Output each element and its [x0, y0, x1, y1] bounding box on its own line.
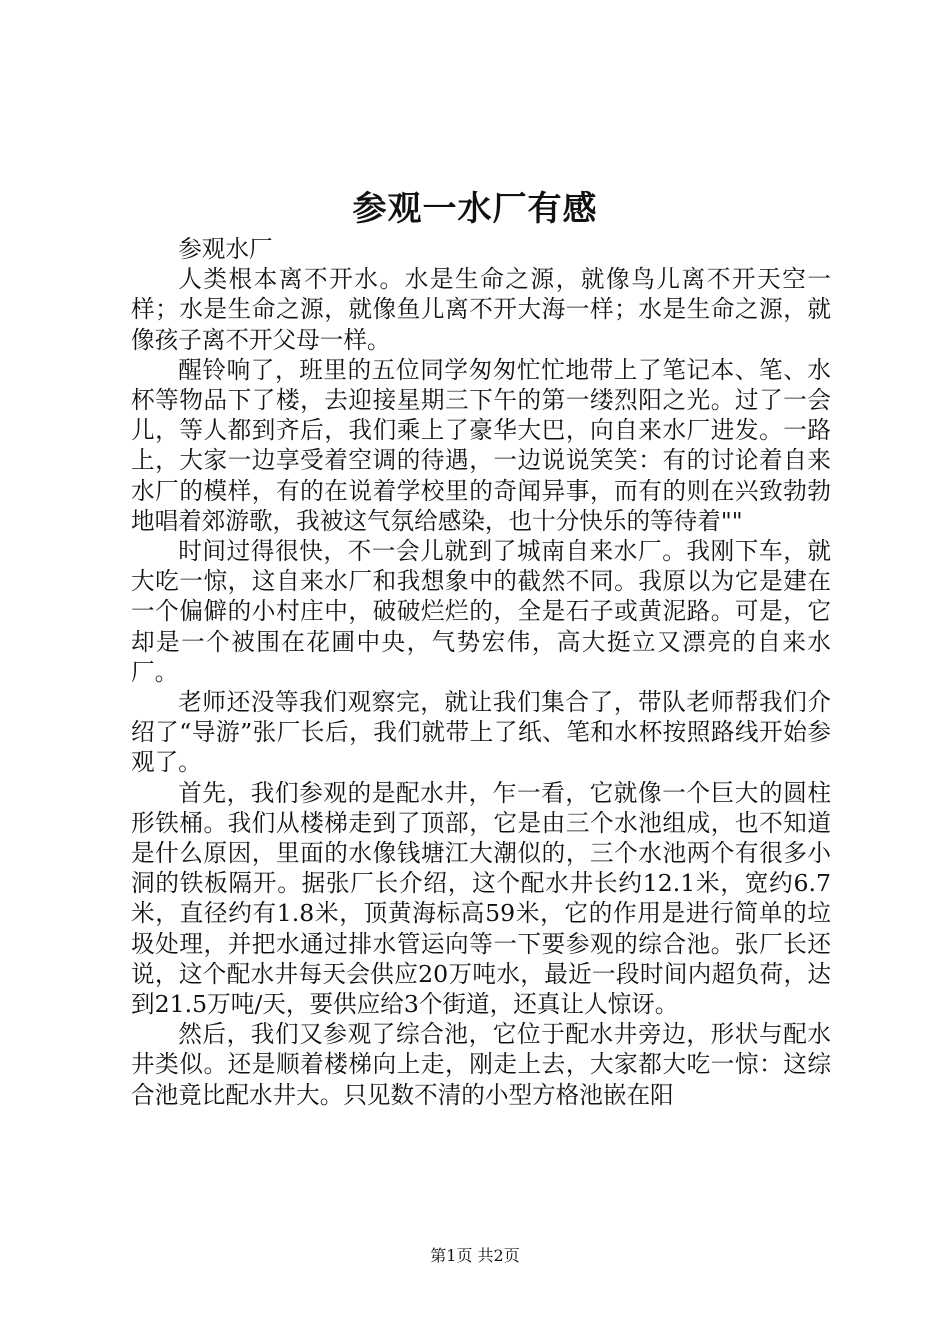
- paragraph: 时间过得很快，不一会儿就到了城南自来水厂。我刚下车，就大吃一惊，这自来水厂和我想象中的截然不同。我原以为它是建在一个偏僻的小村庄中，破破烂烂的，全是石子或黄泥路。可是，它却是一个被围在花圃中央，气势宏伟，高大挺立又漂亮的自来水厂。: [131, 537, 831, 686]
- paragraph: 首先，我们参观的是配水井，乍一看，它就像一个巨大的圆柱形铁桶。我们从楼梯走到了顶部，它是由三个水池组成，也不知道是什么原因，里面的水像钱塘江大潮似的，三个水池两个有很多小洞的铁板隔开。据张厂长介绍，这个配水井长约12.1米，宽约6.7米，直径约有1.8米，顶黄海标高59米，它的作用是进行简单的垃圾处理，并把水通过排水管运向等一下要参观的综合池。张厂长还说，这个配水井每天会供应20万吨水，最近一段时间内超负荷，达到21.5万吨/天，要供应给3个街道，还真让人惊讶。: [131, 778, 831, 1019]
- paragraph: 人类根本离不开水。水是生命之源，就像鸟儿离不开天空一样；水是生命之源，就像鱼儿离不开大海一样；水是生命之源，就像孩子离不开父母一样。: [131, 265, 831, 354]
- document-body: [131, 234, 831, 1110]
- paragraph: 醒铃响了，班里的五位同学匆匆忙忙地带上了笔记本、笔、水杯等物品下了楼，去迎接星期三下午的第一缕烈阳之光。过了一会儿，等人都到齐后，我们乘上了豪华大巴，向自来水厂进发。一路上，大家一边享受着空调的待遇，一边说说笑笑：有的讨论着自来水厂的模样，有的在说着学校里的奇闻异事，而有的则在兴致勃勃地唱着郊游歌，我被这气氛给感染，也十分快乐的等待着"": [131, 355, 831, 535]
- paragraph: 然后，我们又参观了综合池，它位于配水井旁边，形状与配水井类似。还是顺着楼梯向上走，刚走上去，大家都大吃一惊：这综合池竟比配水井大。只见数不清的小型方格池嵌在阳: [131, 1020, 831, 1109]
- document-title: 参观一水厂有感: [352, 189, 598, 229]
- paragraph: 参观水厂: [178, 235, 273, 263]
- paragraph: 老师还没等我们观察完，就让我们集合了，带队老师帮我们介绍了“导游”张厂长后，我们就带上了纸、笔和水杯按照路线开始参观了。: [131, 688, 831, 777]
- page-footer: 第1页 共2页: [430, 1246, 520, 1265]
